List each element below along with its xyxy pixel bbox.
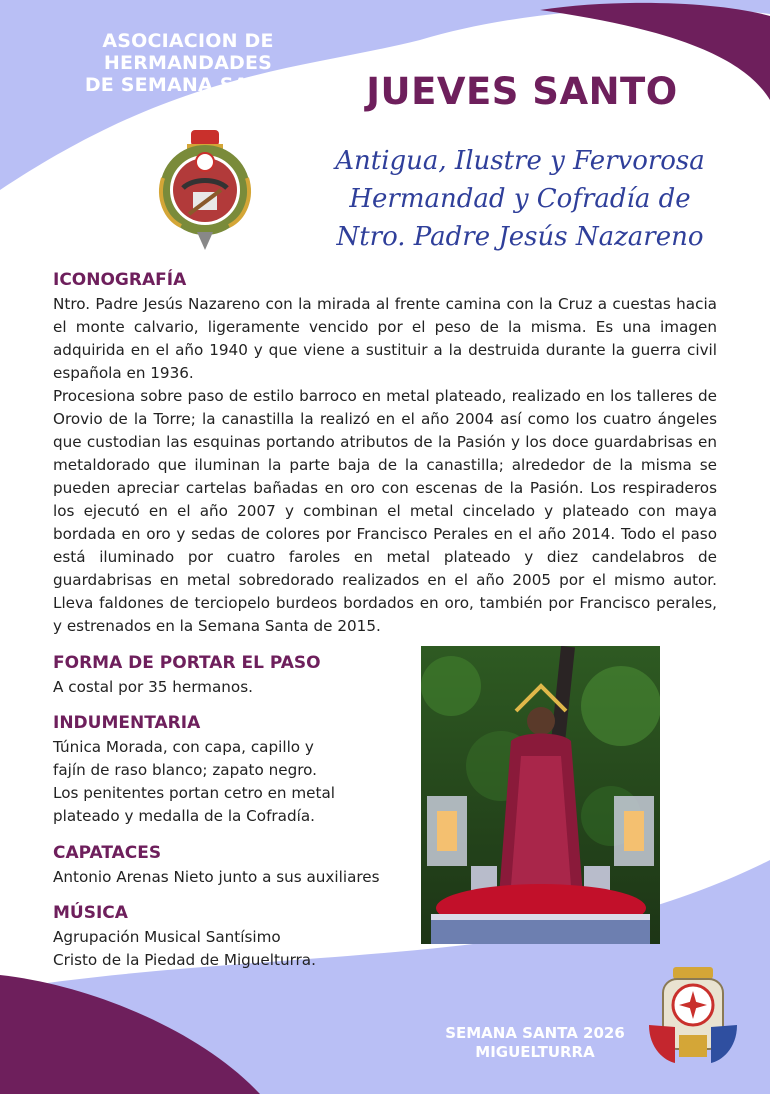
indumentaria-text bbox=[53, 736, 335, 828]
page-title: JUEVES SANTO bbox=[366, 70, 678, 113]
iconografia-paragraph-1: Ntro. Padre Jesús Nazareno con la mirada al frente camina con la Cruz a cuestas hacia el monte calvario, ligeramente vencido por el peso de la misma. Es una imagen adquirida en el año 1940 y que viene a sustituir a la destruida durante la guerra civil española en 1936. bbox=[53, 295, 717, 382]
musica-text bbox=[53, 926, 316, 972]
musica-heading: MÚSICA bbox=[53, 903, 128, 923]
indumentaria-line-1: Túnica Morada, con capa, capillo y bbox=[53, 738, 314, 756]
iconografia-paragraph-2: Procesiona sobre paso de estilo barroco en metal plateado, realizado en los talleres de Orovio de la Torre; la canastilla la realizó en el año 2004 así como los cuatro ángeles que custodian las esquinas portando atributos de la Pasión y los doce guardabrisas en metaldorado que iluminan la parte baja de la canastilla; alrededor de la misma se pueden apreciar cartelas bañadas en oro con escenas de la Pasión. Los respiraderos los ejecutó en el año 2007 y combinan el metal cincelado y plateado con maya bordada en oro y sedas de colores por Francisco Perales en el año 2014. Todo el paso está iluminado por cuatro faroles en metal plateado y diez candelabros de guardabrisas en metal sobredorado realizados en el año 2005 por el mismo autor. Lleva faldones de terciopelo burdeos bordados en oro, también por Francisco perales, y estrenados en la Semana Santa de 2015. bbox=[53, 387, 717, 635]
musica-line-2: Cristo de la Piedad de Miguelturra. bbox=[53, 951, 316, 969]
capataces-text: Antonio Arenas Nieto junto a sus auxiliares bbox=[53, 868, 380, 886]
forma-text: A costal por 35 hermanos. bbox=[53, 678, 253, 696]
capataces-heading: CAPATACES bbox=[53, 843, 162, 863]
nazareno-photo bbox=[421, 646, 660, 944]
brotherhood-line-2: Hermandad y Cofradía de bbox=[349, 184, 691, 214]
musica-line-1: Agrupación Musical Santísimo bbox=[53, 928, 281, 946]
brotherhood-line-3: Ntro. Padre Jesús Nazareno bbox=[336, 222, 704, 252]
footer-line-2: MIGUELTURRA bbox=[475, 1043, 595, 1061]
indumentaria-heading: INDUMENTARIA bbox=[53, 713, 201, 733]
miguelturra-coat-of-arms-icon bbox=[645, 965, 741, 1067]
footer-text bbox=[430, 1024, 640, 1062]
indumentaria-line-2: fajín de raso blanco; zapato negro. bbox=[53, 761, 317, 779]
footer-line-1: SEMANA SANTA 2026 bbox=[445, 1024, 625, 1042]
brotherhood-name bbox=[300, 142, 740, 256]
indumentaria-line-3: Los penitentes portan cetro en metal bbox=[53, 784, 336, 802]
brotherhood-line-1: Antigua, Ilustre y Fervorosa bbox=[335, 146, 705, 176]
iconografia-text bbox=[53, 293, 717, 638]
forma-heading: FORMA DE PORTAR EL PASO bbox=[53, 653, 321, 673]
association-name bbox=[18, 30, 358, 96]
indumentaria-line-4: plateado y medalla de la Cofradía. bbox=[53, 807, 315, 825]
association-line-1: ASOCIACION DE HERMANDADES bbox=[102, 30, 274, 74]
brotherhood-crest-icon bbox=[153, 128, 257, 252]
association-line-2: DE SEMANA SANTA bbox=[84, 74, 292, 96]
iconografia-heading: ICONOGRAFÍA bbox=[53, 270, 187, 290]
